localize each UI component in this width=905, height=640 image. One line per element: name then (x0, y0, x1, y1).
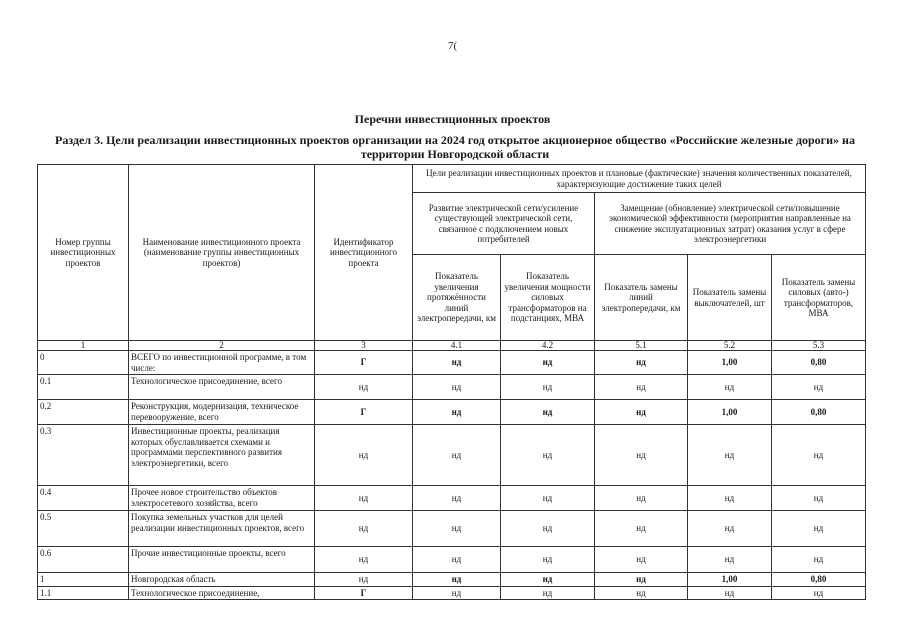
group-number: 1.1 (38, 586, 129, 600)
page-number: 7( (448, 40, 458, 52)
project-name: Инвестиционные проекты, реализация которых обуславливается схемами и программами перспективного развития электроэнергетики, всего (129, 425, 315, 486)
column-number: 5.3 (772, 341, 866, 351)
value-cell: нд (413, 400, 501, 425)
value-cell: нд (501, 586, 595, 600)
value-cell: нд (595, 351, 688, 375)
value-cell: 1,00 (688, 573, 772, 587)
value-cell: 1,00 (688, 351, 772, 375)
table-row (38, 351, 866, 375)
value-cell: нд (772, 425, 866, 486)
value-cell: нд (501, 425, 595, 486)
value-cell: 0,80 (772, 351, 866, 375)
group-number: 1 (38, 573, 129, 587)
value-cell: нд (772, 375, 866, 400)
column-number: 1 (38, 341, 129, 351)
identifier-cell: нд (315, 375, 413, 400)
header-group-number: Номер группы инвестиционных проектов (38, 165, 129, 341)
value-cell: нд (413, 375, 501, 400)
value-cell: 0,80 (772, 400, 866, 425)
header-indicator-5-3: Показатель замены силовых (авто-) трансформаторов, МВА (772, 255, 866, 341)
column-number: 2 (129, 341, 315, 351)
header-indicator-5-2: Показатель замены выключателей, шт (688, 255, 772, 341)
value-cell: нд (688, 375, 772, 400)
group-number: 0.3 (38, 425, 129, 486)
value-cell: нд (772, 486, 866, 511)
project-name: Новгородская область (129, 573, 315, 587)
value-cell: нд (501, 547, 595, 573)
table-row (38, 400, 866, 425)
identifier-cell: нд (315, 425, 413, 486)
value-cell: нд (688, 586, 772, 600)
table-row (38, 511, 866, 547)
project-name: Технологическое присоединение, (129, 586, 315, 600)
value-cell: нд (501, 486, 595, 511)
value-cell: нд (772, 586, 866, 600)
value-cell: нд (413, 511, 501, 547)
value-cell: нд (595, 400, 688, 425)
value-cell: нд (688, 511, 772, 547)
value-cell: нд (413, 547, 501, 573)
table-row (38, 425, 866, 486)
identifier-cell: Г (315, 586, 413, 600)
value-cell: нд (595, 547, 688, 573)
project-name: Прочее новое строительство объектов электросетевого хозяйства, всего (129, 486, 315, 511)
header-development: Развитие электрической сети/усиление существующей электрической сети, связанное с подключением новых потребителей (413, 193, 595, 255)
investment-goals-table (37, 164, 866, 600)
group-number: 0.6 (38, 547, 129, 573)
identifier-cell: Г (315, 400, 413, 425)
identifier-cell: нд (315, 486, 413, 511)
identifier-cell: нд (315, 547, 413, 573)
project-name: Технологическое присоединение, всего (129, 375, 315, 400)
header-project-name: Наименование инвестиционного проекта (наименование группы инвестиционных проектов) (129, 165, 315, 341)
value-cell: нд (501, 351, 595, 375)
value-cell: нд (501, 511, 595, 547)
value-cell: нд (772, 547, 866, 573)
header-indicator-4-1: Показатель увеличения протяжённости линий электропередачи, км (413, 255, 501, 341)
header-goals: Цели реализации инвестиционных проектов и плановые (фактические) значения количественных показателей, характеризующие достижение таких целей (413, 165, 866, 193)
group-number: 0.1 (38, 375, 129, 400)
group-number: 0.5 (38, 511, 129, 547)
value-cell: нд (413, 486, 501, 511)
value-cell: нд (501, 573, 595, 587)
value-cell: нд (413, 586, 501, 600)
value-cell: нд (413, 573, 501, 587)
column-number: 4.1 (413, 341, 501, 351)
table-row (38, 586, 866, 600)
identifier-cell: нд (315, 573, 413, 587)
value-cell: нд (413, 351, 501, 375)
value-cell: нд (688, 547, 772, 573)
value-cell: нд (688, 486, 772, 511)
project-name: Покупка земельных участков для целей реализации инвестиционных проектов, всего (129, 511, 315, 547)
project-name: Реконструкция, модернизация, техническое перевооружение, всего (129, 400, 315, 425)
table-row (38, 375, 866, 400)
value-cell: нд (595, 573, 688, 587)
value-cell: нд (772, 511, 866, 547)
value-cell: нд (501, 375, 595, 400)
project-name: ВСЕГО по инвестиционной программе, в том числе: (129, 351, 315, 375)
group-number: 0.2 (38, 400, 129, 425)
value-cell: 0,80 (772, 573, 866, 587)
column-number: 5.1 (595, 341, 688, 351)
value-cell: нд (595, 586, 688, 600)
column-number: 5.2 (688, 341, 772, 351)
column-number: 4.2 (501, 341, 595, 351)
header-indicator-4-2: Показатель увеличения мощности силовых трансформаторов на подстанциях, МВА (501, 255, 595, 341)
value-cell: нд (595, 425, 688, 486)
value-cell: нд (501, 400, 595, 425)
header-indicator-5-1: Показатель замены линий электропередачи, км (595, 255, 688, 341)
group-number: 0 (38, 351, 129, 375)
value-cell: нд (688, 425, 772, 486)
value-cell: нд (595, 375, 688, 400)
value-cell: нд (595, 486, 688, 511)
project-name: Прочие инвестиционные проекты, всего (129, 547, 315, 573)
column-number-row (38, 341, 866, 351)
value-cell: нд (595, 511, 688, 547)
table-row (38, 486, 866, 511)
document-title: Перечни инвестиционных проектов (354, 112, 551, 126)
value-cell: 1,00 (688, 400, 772, 425)
identifier-cell: нд (315, 511, 413, 547)
value-cell: нд (413, 425, 501, 486)
section-subtitle: Раздел 3. Цели реализации инвестиционных проектов организации на 2024 год открытое акционерное общество «Российские железные дороги» на территории Новгородской области (55, 133, 855, 161)
header-identifier: Идентификатор инвестиционного проекта (315, 165, 413, 341)
header-replacement: Замещение (обновление) электрической сети/повышение экономической эффективности (мероприятия направленные на снижение эксплуатационных затрат) оказания услуг в сфере электроэнергетики (595, 193, 866, 255)
group-number: 0.4 (38, 486, 129, 511)
table-row (38, 573, 866, 587)
column-number: 3 (315, 341, 413, 351)
table-row (38, 547, 866, 573)
identifier-cell: Г (315, 351, 413, 375)
